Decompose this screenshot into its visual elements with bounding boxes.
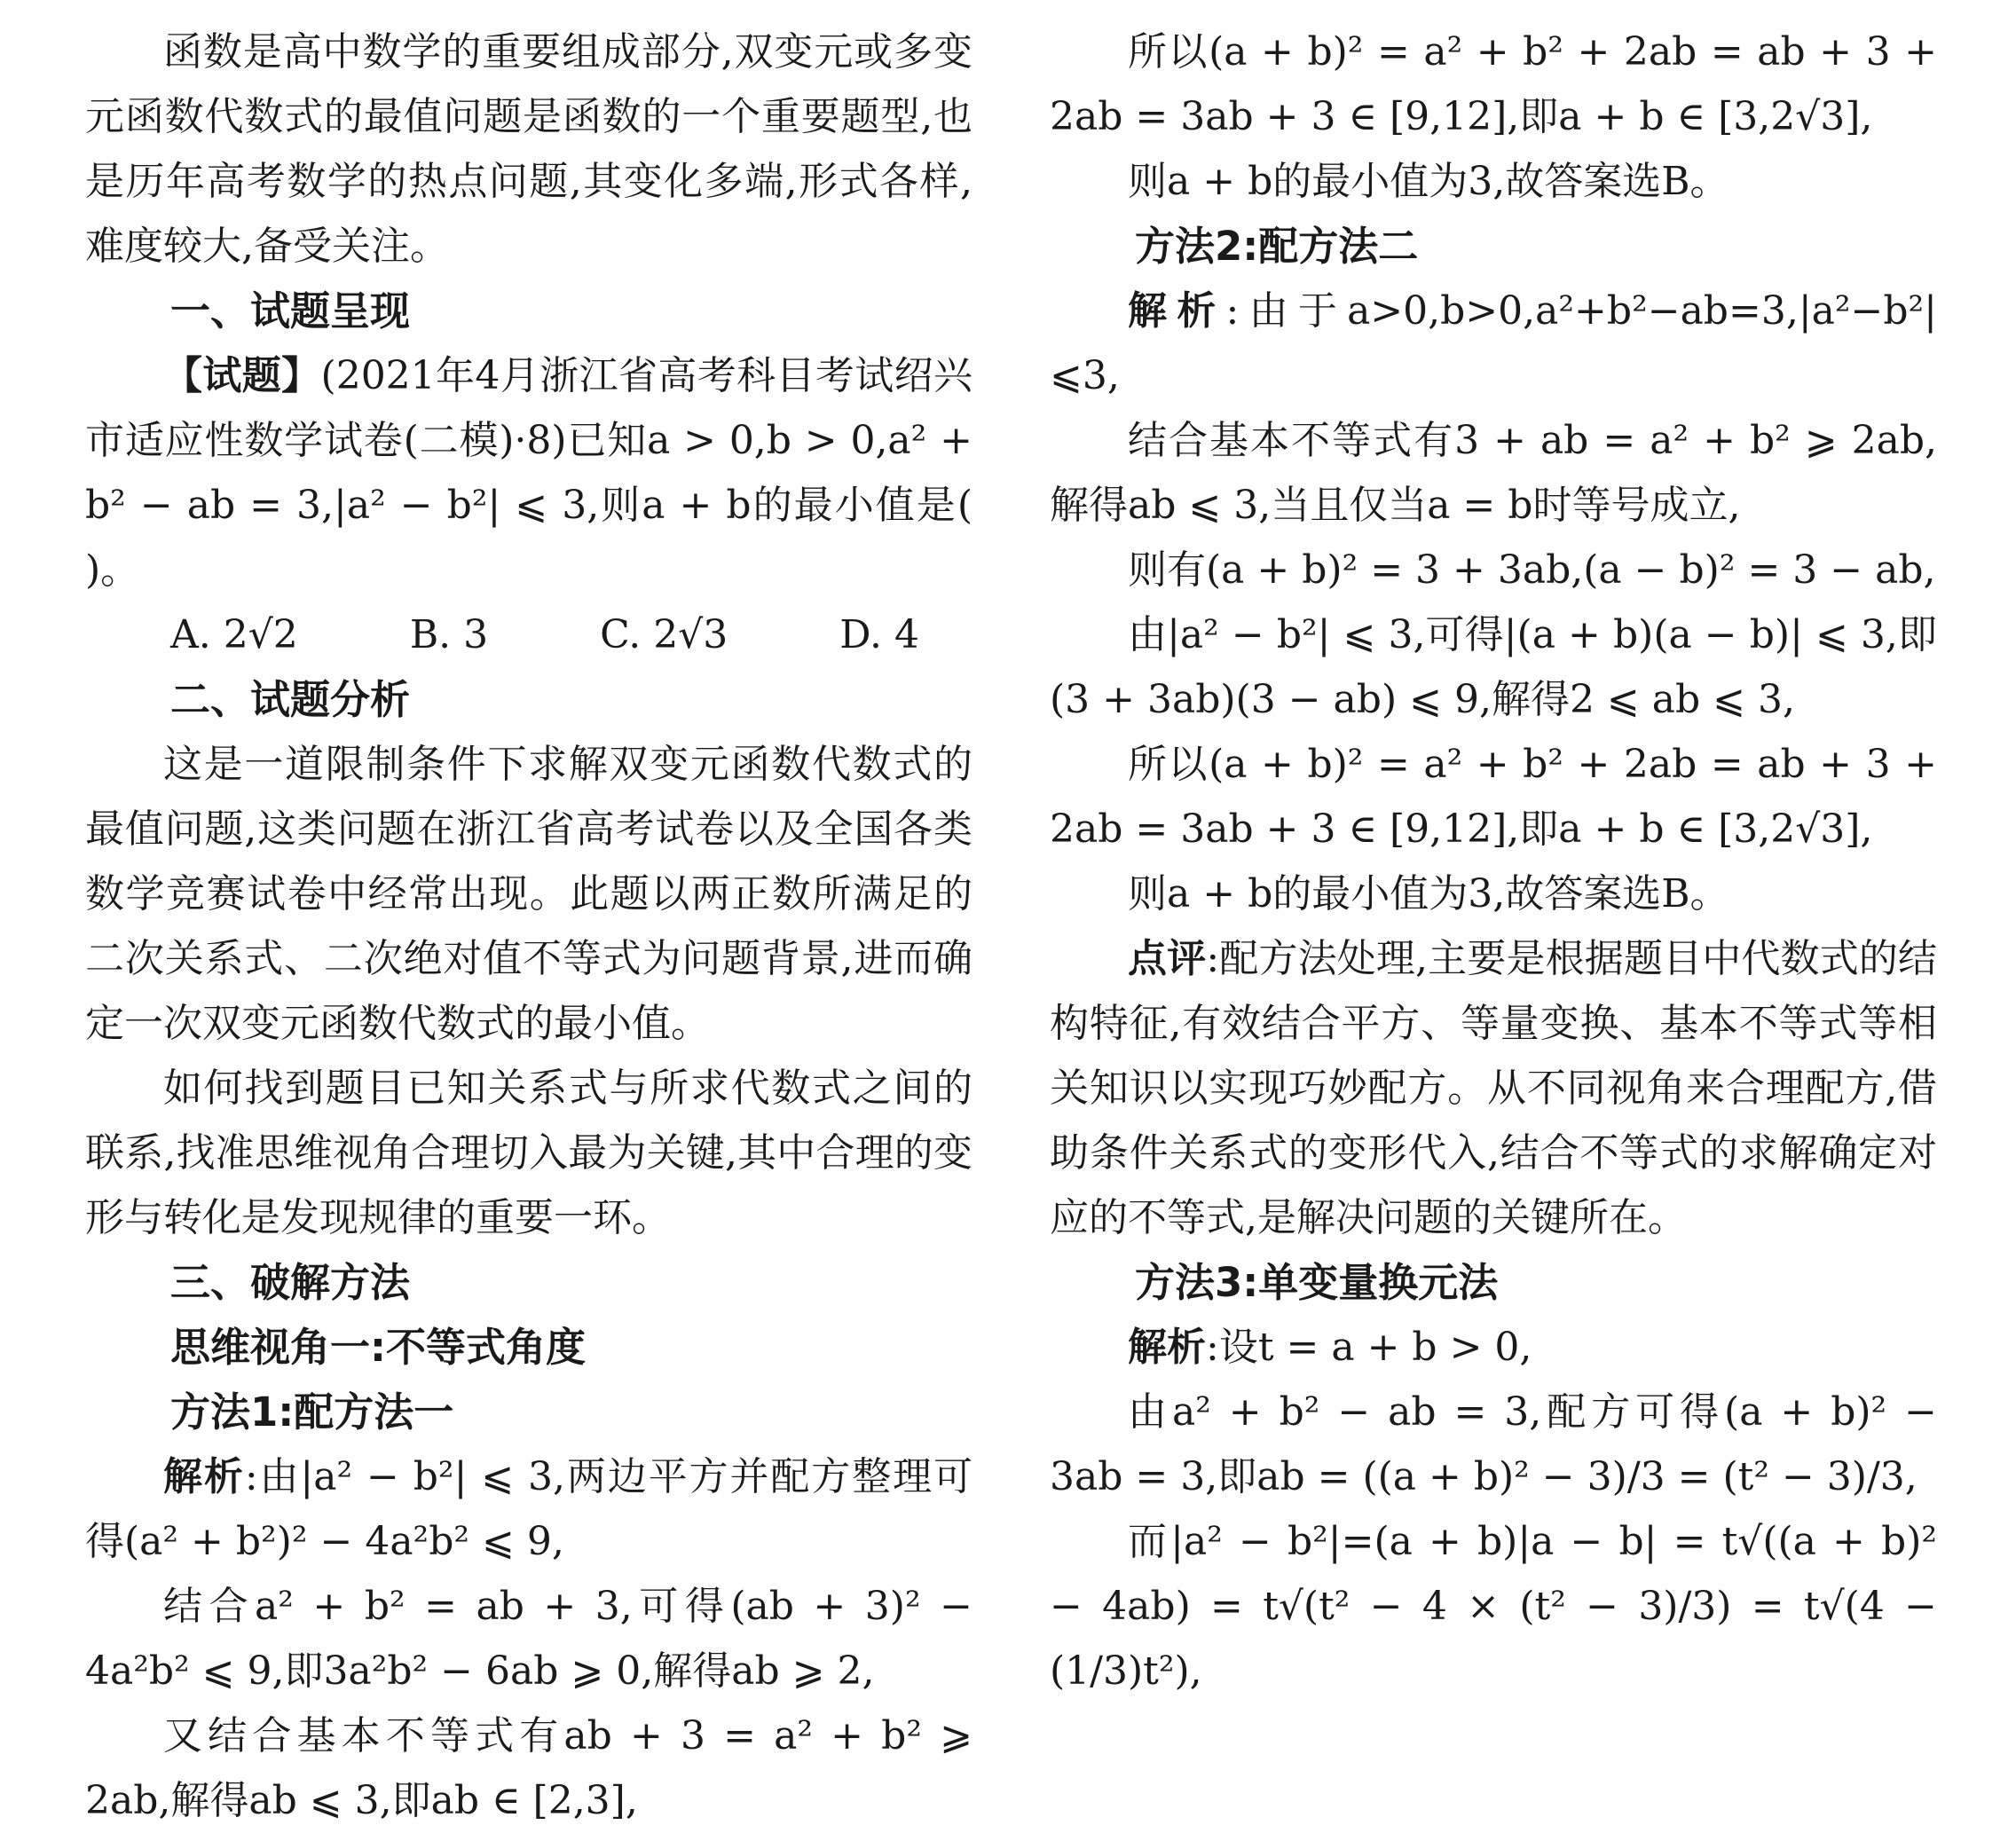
paragraph-text: 这是一道限制条件下求解双变元函数代数式的最值问题,这类问题在浙江省高考试卷以及全国各类数学竞赛试卷中经常出现。此题以两正数所满足的二次关系式、二次绝对值不等式为问题背景,进而确定一次双变元函数代数式的最小值。 (85, 742, 973, 1046)
paragraph (85, 20, 973, 279)
paragraph-label: 解析 (1128, 1325, 1206, 1370)
paragraph-text: 如何找到题目已知关系式与所求代数式之间的联系,找准思维视角合理切入最为关键,其中合理的变形与转化是发现规律的重要一环。 (85, 1066, 973, 1240)
paragraph-text: 所以(a + b)² = a² + b² + 2ab = ab + 3 + 2ab = 3ab + 3 ∈ [9,12],即a + b ∈ [3,2√3], (1050, 742, 1937, 852)
right-column (1050, 20, 1937, 1703)
paragraph (1050, 279, 1937, 408)
paragraph (1050, 602, 1937, 732)
paragraph-text: 函数是高中数学的重要组成部分,双变元或多变元函数代数式的最值问题是函数的一个重要题型,也是历年高考数学的热点问题,其变化多端,形式各样,难度较大,备受关注。 (85, 29, 973, 269)
paragraph-text: (2021年4月浙江省高考科目考试绍兴市适应性数学试卷(二模)·8)已知a > 0,b > 0,a² + b² − ab = 3,|a² − b²| ⩽ 3,则a + b的最小值是( )。 (85, 353, 973, 593)
paragraph (1050, 538, 1937, 602)
paragraph (1050, 1509, 1937, 1703)
section-heading: 一、试题呈现 (170, 287, 411, 334)
paragraph-text: 而|a² − b²|=(a + b)|a − b| = t√((a + b)² − 4ab) = t√(t² − 4 × (t² − 3)/3) = t√(4 − (1/3)t²), (1050, 1519, 1937, 1694)
paragraph-text: :设t = a + b > 0, (1206, 1325, 1532, 1370)
paragraph-text: 又结合基本不等式有ab + 3 = a² + b² ⩾ 2ab,解得ab ⩽ 3,即ab ∈ [2,3], (85, 1713, 973, 1823)
section-heading: 二、试题分析 (170, 676, 411, 723)
paragraph-text: 由a² + b² − ab = 3,配方可得(a + b)² − 3ab = 3,即ab = ((a + b)² − 3)/3 = (t² − 3)/3, (1050, 1389, 1937, 1499)
paragraph (1050, 20, 1937, 149)
paragraph (1050, 732, 1937, 861)
answer-option: B. 3 (409, 612, 489, 657)
section-heading: 三、破解方法 (170, 1259, 411, 1306)
paragraph-text: 由|a² − b²| ⩽ 3,可得|(a + b)(a − b)| ⩽ 3,即(3 + 3ab)(3 − ab) ⩽ 9,解得2 ⩽ ab ⩽ 3, (1050, 612, 1937, 722)
paragraph-text: :由|a² − b²| ⩽ 3,两边平方并配方整理可得(a² + b²)² − 4a²b² ⩽ 9, (85, 1454, 973, 1564)
paragraph-text: 则a + b的最小值为3,故答案选B。 (1128, 159, 1729, 204)
section-heading: 方法2:配方法二 (1135, 223, 1419, 270)
paragraph (85, 343, 973, 602)
left-column (85, 20, 973, 1833)
paragraph-text: 则a + b的最小值为3,故答案选B。 (1128, 871, 1729, 916)
section-heading: 方法1:配方法一 (170, 1389, 454, 1436)
paragraph-label: 点评 (1128, 936, 1207, 981)
paragraph (85, 1703, 973, 1833)
paragraph-label: 解析 (1128, 288, 1226, 334)
paragraph-text: :配方法处理,主要是根据题目中代数式的结构特征,有效结合平方、等量变换、基本不等式等相关知识以实现巧妙配方。从不同视角来合理配方,借助条件关系式的变形代入,结合不等式的求解确定对应的不等式,是解决问题的关键所在。 (1050, 936, 1938, 1240)
paragraph (1050, 926, 1937, 1250)
paragraph-text: 所以(a + b)² = a² + b² + 2ab = ab + 3 + 2ab = 3ab + 3 ∈ [9,12],即a + b ∈ [3,2√3], (1050, 29, 1937, 139)
paragraph-text: 结合基本不等式有3 + ab = a² + b² ⩾ 2ab,解得ab ⩽ 3,当且仅当a = b时等号成立, (1050, 418, 1937, 528)
paragraph-text: 结合a² + b² = ab + 3,可得(ab + 3)² − 4a²b² ⩽ 9,即3a²b² − 6ab ⩾ 0,解得ab ⩾ 2, (85, 1584, 973, 1694)
section-heading: 思维视角一:不等式角度 (170, 1324, 586, 1371)
paragraph-label: 【试题】 (163, 353, 321, 398)
paragraph-text: :由于a>0,b>0,a²+b²−ab=3,|a²−b²|⩽3, (1050, 288, 1938, 398)
paragraph-text: 则有(a + b)² = 3 + 3ab,(a − b)² = 3 − ab, (1128, 547, 1936, 593)
answer-option: C. 2√3 (600, 612, 728, 657)
paragraph (85, 1444, 973, 1574)
paragraph (85, 1056, 973, 1250)
paragraph (1050, 149, 1937, 214)
paragraph (85, 1574, 973, 1703)
answer-options (85, 602, 973, 667)
paragraph (85, 732, 973, 1056)
paragraph (1050, 1380, 1937, 1509)
answer-option: A. 2√2 (170, 612, 298, 657)
paragraph (1050, 861, 1937, 926)
paragraph (1050, 408, 1937, 538)
paragraph (1050, 1315, 1937, 1380)
section-heading: 方法3:单变量换元法 (1135, 1259, 1499, 1306)
answer-option: D. 4 (839, 612, 919, 657)
paragraph-label: 解析 (163, 1454, 245, 1499)
